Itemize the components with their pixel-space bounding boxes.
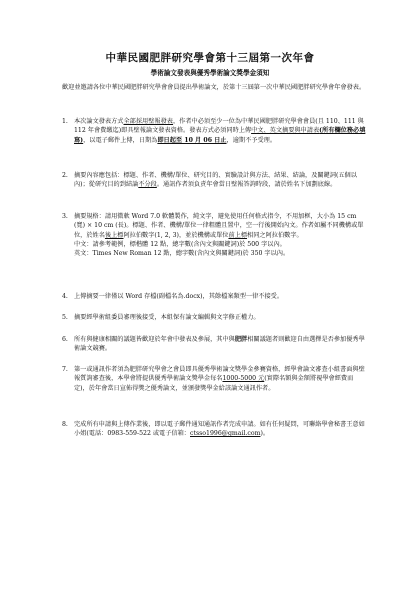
list-item-2: [62, 171, 367, 190]
list-item-5: [62, 313, 367, 322]
deadline-text: 即日起至 10 月 06 日止: [157, 136, 227, 144]
chinese-format-line: 中文：請參考範例，標楷體 12 點，總字數(含內文與關鍵詞)於 500 字以內。: [74, 240, 286, 248]
list-item-8: [62, 420, 367, 439]
item-text: 本次論文發表方式全部採用壁報發表，作者中必須至少一位為中華民國肥胖研究學會會員(且 110、111 與 112 年會費繳迄)即具壁報論文發表資格。發表方式必須同時上傳中文、英文摘要與申請表(所有欄位務必填寫)，以電子郵件上傳，日期為即日起至 10 月 06 日止，逾期不予受理。: [74, 118, 366, 144]
underlined-text: (所有欄位務必填寫): [74, 127, 366, 144]
underlined-text: 後上標: [104, 231, 124, 239]
list-item-3: [62, 212, 367, 258]
list-item-1: [62, 117, 367, 145]
item-text: 第一或通訊作者須為肥胖研究學會之會員即具優秀學術論文獎學金參賽資格，經學會論文審查小組書面與壁報質詢審查後，本學會將提供優秀學術論文獎學金每名1000-5000 元(實際名額與金額將視學會經費而定)，於年會當日宣佈得獎之優秀論文，並頒發獎學金給該論文通訊作者。: [74, 366, 365, 392]
page-subtitle: 學術論文發表與優秀學術論文獎學金須知: [150, 69, 270, 77]
item-text: 上傳摘要一律僅以 Word 存檔(副檔名為.docx)，其餘檔案類型一律不接受。: [74, 293, 284, 300]
item-number: 2.: [62, 172, 68, 179]
list-item-4: [62, 292, 367, 301]
item-text: 摘要規格：請用微軟 Word 7.0 軟體製作，純文字，避免使用任何格式指令，不用加框，大小為 15 cm (寬) × 10 cm (長)。標題、作者、機構/單位一律粗體且置中，空一行後開始內文。作者如屬不同機構或單位，於姓名後上標阿拉伯數字(1, 2, 3)，並於機構或單位前上標相同之阿拉伯數字。: [74, 213, 364, 239]
english-format-line: 英文：Times New Roman 12 點，總字數(含內文與關鍵詞)於 350 字以內。: [74, 250, 290, 258]
underlined-text: 中文、英文摘要與申請表: [251, 127, 320, 135]
item-text: 摘要內容應包括：標題、作者、機構/單位、研究目的、實驗設計與方法、結果、結論，及關鍵詞(五個以內)；從研究目的到結論不分段。通訊作者須負責年會當日壁報答詢時段，請於姓名下加劃底線。: [74, 172, 357, 189]
item-number: 6.: [62, 336, 68, 343]
underlined-text: 1000-5000 元: [222, 375, 265, 383]
item-number: 7.: [62, 366, 68, 373]
item-text: 所有與健康相關的議題皆歡迎於年會中發表及參展，其中與肥胖相關議題者則歡迎自由選擇是否參加優秀學術論文競賽。: [74, 336, 365, 353]
underlined-text: 全部採用壁報發表: [123, 118, 173, 125]
underlined-text: 前上標: [228, 231, 248, 239]
page-title: 中華民國肥胖研究學會第十三屆第一次年會: [105, 52, 315, 64]
item-text: 完成所有申請與上傳作業後，即以電子郵件通知通訊作者完成申請。如有任何疑問，可聯絡學會秘書王意如小姐(電話：0983-559-522 或電子信箱：ctsso1996@gmail.com)。: [74, 421, 365, 438]
item-number: 4.: [62, 293, 68, 300]
item-number: 1.: [62, 118, 68, 125]
item-number: 8.: [62, 421, 68, 428]
email-link[interactable]: ctsso1996@gmail.com: [190, 430, 261, 438]
list-item-6: [62, 335, 367, 354]
item-number: 3.: [62, 213, 68, 220]
item-text: 摘要經學術組委員審理後接受，本組保有論文編輯與文字修正權力。: [74, 314, 260, 321]
item-number: 5.: [62, 314, 68, 321]
bold-text: 肥胖: [234, 336, 248, 343]
intro-paragraph: 歡迎並邀請各位中華民國肥胖研究學會會員提出學術論文，於第十三屆第一次中華民國肥胖研究學會年會發表。: [62, 84, 366, 91]
list-item-7: [62, 365, 367, 393]
underlined-text: 不分段: [138, 181, 157, 189]
